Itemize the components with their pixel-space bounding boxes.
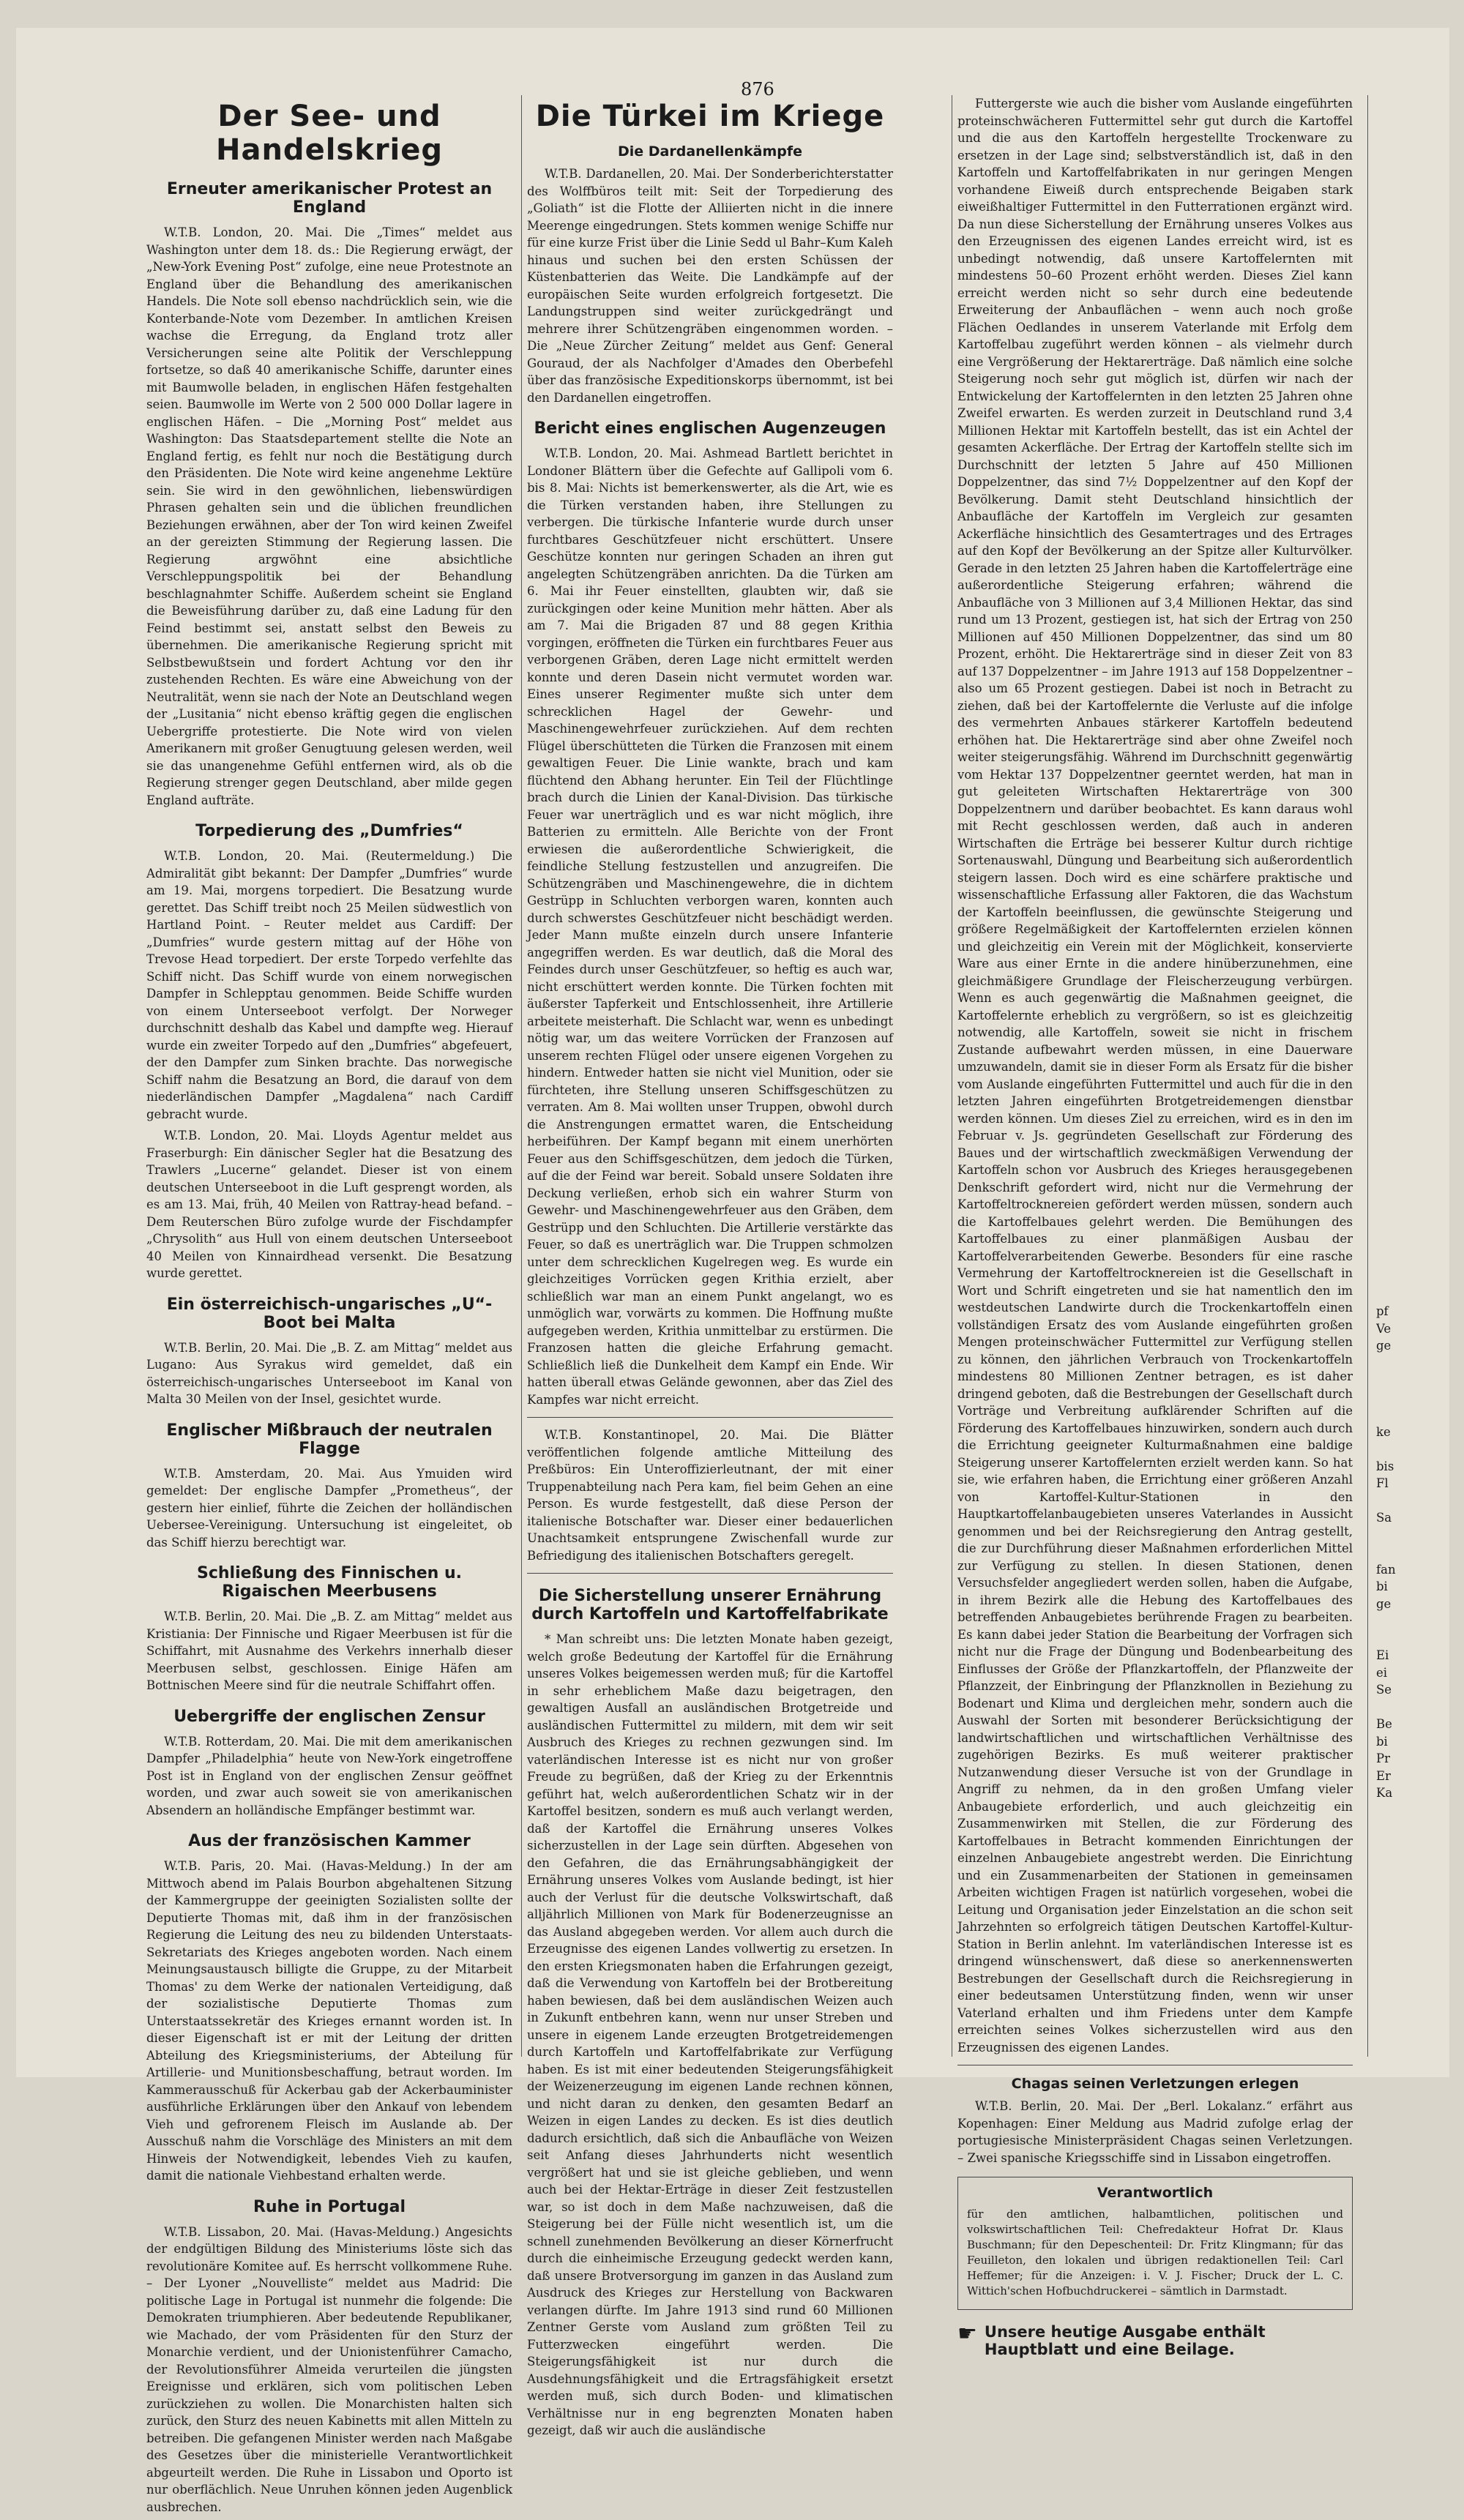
fragment-line: Sa bbox=[1376, 1511, 1392, 1525]
article-paragraph: W.T.B. Paris, 20. Mai. (Havas-Meldung.) In der am Mittwoch abend im Palais Bourbon abgehaltenen Sitzung der Kammergruppe der geeinigten Sozialisten sollte der Deputierte Thomas mit, daß ihm in der französischen Regierung die Leitung des neu zu bildenden Unterstaats-Sekretariats des Krieges angeboten worden. Nach einem Meinungsaustausch billigte die Gruppe, zu der Mitarbeit Thomas' zu dem Werke der nationalen Verteidigung, daß der sozialistische Deputierte Thomas zum Unterstaatssekretär des Krieges ernannt worden ist. In dieser Eigenschaft ist er mit der Leitung der dritten Abteilung des Kriegsministeriums, der Abteilung für Artillerie- und Munitionsbeschaffung, betraut worden. Im Kammerausschuß für Ackerbau gab der Ackerbauminister ausführliche Erklärungen über den Ankauf von lebendem Vieh und gefrorenem Fleisch im Auslande ab. Der Ausschuß nahm die Vorschläge des Ministers an mit dem Hinweis der Notwendigkeit, lebendes Vieh zu kaufen, damit die nationale Viehbestand erhalten werde. bbox=[146, 1859, 512, 2183]
fragment-line bbox=[1376, 1612, 1449, 1630]
column-rule-3 bbox=[1367, 95, 1368, 2057]
divider bbox=[527, 1573, 893, 1574]
article-paragraph: W.T.B. Berlin, 20. Mai. Die „B. Z. am Mittag“ meldet aus Kristiania: Der Finnische und Rigaer Meerbusen ist für die Schiffahrt, mit Ausnahme des Verkehrs innerhalb dieser Meerbusen selbst, geschlossen. Einige Häfen am Bottnischen Meere sind für die neutrale Schiffahrt offen. bbox=[146, 1609, 512, 1692]
fragment-line bbox=[1376, 1527, 1449, 1544]
article-paragraph: W.T.B. London, 20. Mai. Lloyds Agentur meldet aus Fraserburgh: Ein dänischer Segler hat die Besatzung des Trawlers „Lucerne“ gelandet. Dieser ist von einem deutschen Unterseeboot in die Luft gesprengt worden, als es am 13. Mai, früh, 40 Meilen von Rattray-head befand. – Dem Reuterschen Büro zufolge wurde der Fischdampfer „Chrysolith“ aus Hull von einem deutschen Unterseeboot 40 Meilen von Kinnairdhead versenkt. Die Besatzung wurde gerettet. bbox=[146, 1129, 512, 1280]
column-2 bbox=[527, 95, 893, 2444]
fragment-line bbox=[1376, 1492, 1449, 1510]
article-heading: Erneuter amerikanischer Protest an England bbox=[166, 180, 493, 217]
fragment-line: Be bbox=[1376, 1717, 1392, 1731]
column-1 bbox=[146, 95, 512, 2520]
edition-notice-text: Unsere heutige Ausgabe enthält Hauptblatt und eine Beilage. bbox=[984, 2323, 1266, 2358]
article-heading: Chagas seinen Verletzungen erlegen bbox=[1011, 2076, 1299, 2092]
fragment-line: bi bbox=[1376, 1579, 1388, 1593]
fragment-line bbox=[1376, 1355, 1449, 1372]
article-heading: Ruhe in Portugal bbox=[253, 2197, 406, 2216]
article-paragraph: Futtergerste wie auch die bisher vom Auslande eingeführten proteinschwächeren Futtermittel sehr gut durch die Kartoffel und die aus den Kartoffeln hergestellte Trockenware zu ersetzen in der Lage sind; selbstverständlich ist, daß in den Kartoffeln und Kartoffelfabrikaten in nur geringen Mengen vorhandene Eiweiß durch entsprechende Beigaben stark eiweißhaltiger Futtermittel in den Futterrationen ergänzt wird. Da nun diese Sicherstellung der Ernährung unseres Volkes aus den Erzeugnissen des eigenen Landes erreicht wird, ist es unbedingt notwendig, daß unsere Kartoffelernten mit mindestens 50–60 Prozent erhöht werden. Dieses Ziel kann erreicht werden nicht so sehr durch eine bedeutende Erweiterung der Anbauflächen – wenn auch noch große Flächen Oedlandes in unserem Vaterlande mit Erfolg dem Kartoffelbau zugeführt werden können – als vielmehr durch eine Vergrößerung der Hektarerträge. Daß nämlich eine solche Steigerung noch sehr gut möglich ist, dürfen wir nach der Entwickelung der Kartoffelernten in den letzten 25 Jahren ohne Zweifel erwarten. Es werden zurzeit in Deutschland rund 3,4 Millionen Hektar mit Kartoffeln bestellt, das ist ein Achtel der gesamten Ackerfläche. Der Ertrag der Kartoffeln stellte sich im Durchschnitt der letzten 5 Jahre auf 450 Millionen Doppelzentner, das sind 7½ Doppelzentner auf den Kopf der Bevölkerung. Damit steht Deutschland hinsichtlich der Anbaufläche der Kartoffeln im Vergleich zur gesamten Ackerfläche hinsichtlich des Gesamtertrages und des Ertrages auf den Kopf der Bevölkerung an der Spitze aller Kulturvölker. Gerade in den letzten 25 Jahren haben die Kartoffelerträge eine außerordentliche Steigerung erfahren; während die Anbaufläche von 3 Millionen auf 3,4 Millionen Hektar, das sind rund um 13 Prozent, gestiegen ist, hat sich der Ertrag von 250 Millionen auf 450 Millionen Doppelzentner, das sind um 80 Prozent, erhöht. Die Hektarerträge sind in dieser Zeit von 83 auf 137 Doppelzentner – im Jahre 1913 auf 158 Doppelzentner – also um 65 Prozent gestiegen. Dabei ist noch in Betracht zu ziehen, daß bei der Kartoffelernte die Verluste auf die infolge des vermehrten Anbaues stärkerer Kartoffeln bedeutend erhöhen hat. Die Hektarerträge sind aber ohne Zweifel noch weiter steigerungsfähig. Während im Durchschnitt gegenwärtig vom Hektar 137 Doppelzentner geerntet werden, hat man in gut geleiteten Wirtschaften Hektarerträge von 300 Doppelzentnern und darüber beobachtet. Es kann daraus wohl mit Recht geschlossen werden, daß auch in anderen Wirtschaften die Erträge bei besserer Kultur durch richtige Sortenauswahl, Düngung und Bearbeitung sich außerordentlich steigern lassen. Doch wird es eine schärfere praktische und wissenschaftliche Erfassung aller Faktoren, die das Wachstum der Kartoffeln beeinflussen, die gewünschte Steigerung und größere Regelmäßigkeit der Kartoffelernten erzielen können und gleichzeitig ein Verein mit der Möglichkeit, konservierte Ware aus einer Ernte in die andere hinüberzunehmen, eine gleichmäßigere Grundlage der Fleischerzeugung verbürgen. Wenn es auch gegenwärtig die Maßnahmen geeignet, die Kartoffelernte erheblich zu vergrößern, so ist es gleichzeitig notwendig, alle Kartoffeln, soweit sie nicht in frischem Zustande aufbewahrt werden müssen, in eine Dauerware umzuwandeln, damit sie in dieser Form als Ersatz für die bisher vom Auslande eingeführten Futtermittel und auch für die in den letzten Jahren eingeführten Brotgetreidemengen dienstbar werden können. Um dieses Ziel zu erreichen, wird es in den im Februar v. Js. gegründeten Gesellschaft zur Förderung des Baues und der wirtschaftlich zweckmäßigen Verwendung der Kartoffeln schon vor Ausbruch des Krieges herausgegebenen Denkschrift gefordert wird, nicht nur die Vermehrung der Kartoffeltrocknereien gefördert werden müssen, sondern auch die Kartoffelbaues gelehrt werden. Die Bemühungen des Kartoffelbaues zu einer planmäßigen Ausbau der Kartoffelverarbeitenden Gewerbe. Besonders für eine rasche Vermehrung der Kartoffeltrocknereien ist die Gesellschaft in Wort und Schrift eingetreten und sie hat namentlich den im westdeutschen Landwirte durch die Trockenkartoffeln einen vollständigen Ersatz des vom Auslande eingeführten großen Mengen proteinschwächer Futtermittel zur Verfügung stellen zu können, den jährlichen Verbrauch von Trockenkartoffeln mindestens 80 Millionen Zentner betragen, es ist daher dringend geboten, daß die Bestrebungen der Gesellschaft durch Vorträge und Verbreitung aufklärender Schriften auf die Förderung des Kartoffelbaues hinzuwirken, sondern auch durch die Errichtung geeigneter Kulturmaßnahmen eine baldige Steigerung unserer Kartoffelernten erzielt werden kann. So hat sie, wie erfahren haben, die Errichtung einer größeren Anzahl von Kartoffel-Kultur-Stationen in den Hauptkartoffelanbaugebieten unseres Vaterlandes in Aussicht genommen und bei der Reichsregierung den Antrag gestellt, die zur Durchführung dieser Maßnahmen erforderlichen Mittel zur Verfügung zu stellen. In diesen Stationen, denen Versuchsfelder angegliedert werden sollen, haben die Aufgabe, in ihrem Bezirk alle die Hebung des Kartoffelbaues des betreffenden Anbaugebietes berührende Fragen zu bearbeiten. Es kann dabei jeder Station die Bearbeitung der Vorfragen sich nicht nur die Frage der Düngung und Bodenbearbeitung des Einflusses der Größe der Pflanzkartoffeln, der Pflanzweite der Pflanzzeit, der Einbringung der Pflanzknollen in Beziehung zu Bodenart und Klima und dergleichen mehr, sondern auch die Auswahl der Sorten mit besonderer Berücksichtigung der landwirtschaftlichen und wirtschaftlichen Verhältnisse des zugehörigen Bezirks. Es muß weiterer praktischer Nutzanwendung dieser Versuche ist von der Grundlage in Angriff zu nehmen, da in den großen Umfang vieler Anbaugebiete erforderlich, und auch gleichzeitig ein Zusammenwirken mit Stellen, die zur Förderung des Kartoffelbaues in Betracht kommenden Einrichtungen der einzelnen Anbaugebiete angestrebt werden. Die Einrichtung und ein Zusammenarbeiten der Stationen in gemeinsamen Arbeiten wichtigen Fragen ist natürlich vorgesehen, wobei die Leitung und Organisation jeder Einzelstation an die schon seit Jahrzehnten so erfolgreich tätigen Deutschen Kartoffel-Kultur-Station in Berlin anlehnt. Im vaterländischen Interesse ist es dringend wünschenswert, daß diese so anerkennenswerten Bestrebungen der Gesellschaft durch die Reichsregierung in einer bedeutsamen Unterstützung finden, wenn wir unser Vaterland erhalten und ihm Friedens unter dem Kampfe erreichten seines Volkes sicherzustellen wird aus den Erzeugnissen des eigenen Landes. bbox=[957, 97, 1353, 2054]
fragment-line: ke bbox=[1376, 1424, 1391, 1439]
article-paragraph: W.T.B. Berlin, 20. Mai. Der „Berl. Lokalanz.“ erfährt aus Kopenhagen: Einer Meldung aus Madrid zufolge erlag der portugiesische Ministerpräsident Chagas seinen Verletzungen. – Zwei spanische Kriegsschiffe sind in Lissabon eingetroffen. bbox=[957, 2099, 1353, 2165]
col2-title: Die Türkei im Kriege bbox=[535, 100, 885, 133]
article-heading: Torpedierung des „Dumfries“ bbox=[195, 822, 463, 840]
fragment-line: Se bbox=[1376, 1683, 1392, 1697]
article-heading: Die Dardanellenkämpfe bbox=[617, 143, 803, 160]
fragment-line: bis bbox=[1376, 1459, 1394, 1473]
article-heading: Ein österreichisch-ungarisches „U“-Boot bei Malta bbox=[166, 1295, 493, 1332]
fragment-line: pf bbox=[1376, 1304, 1389, 1318]
article-heading: Englischer Mißbrauch der neutralen Flagge bbox=[166, 1421, 493, 1458]
fragment-line: fan bbox=[1376, 1562, 1396, 1577]
article-paragraph: W.T.B. London, 20. Mai. Die „Times“ meldet aus Washington unter dem 18. ds.: Die Regierung erwägt, der „New-York Evening Post“ zufolge, eine neue Protestnote an England über die Behandlung des amerikanischen Handels. Die Note soll ebenso nachdrücklich sein, wie die Konterbande-Note vom Dezember. In amtlichen Kreisen wachse die Erregung, da England trotz aller Versicherungen seine alte Politik der Verschleppung fortsetze, so daß 40 amerikanische Schiffe, darunter eines mit Baumwolle beladen, in englischen Häfen festgehalten seien. Baumwolle im Werte von 2 500 000 Dollar lagere in englischen Häfen. – Die „Morning Post“ meldet aus Washington: Das Staatsdepartement stellte die Note an England fertig, es fehlt nur noch die Bestätigung durch den Präsidenten. Die Note wird keine angenehme Lektüre sein. Sie wird in den gewöhnlichen, liebenswürdigen Phrasen gehalten sein und die üblichen freundlichen Beziehungen erwähnen, aber der Ton wird keinen Zweifel an der gereizten Stimmung der Regierung lassen. Die Regierung argwöhnt eine absichtliche Verschleppungspolitik bei der Behandlung beschlagnahmter Schiffe. Außerdem scheint sie England die Beweisführung darüber zu, daß eine Ladung für den Feind bestimmt sei, anstatt selbst den Beweis zu übernehmen. Die amerikanische Regierung spricht mit Selbstbewußtsein und fordert Achtung vor den ihr zustehenden Rechten. Es wäre eine Abweichung von der Neutralität, wenn sie nach der Note an Deutschland wegen der „Lusitania“ nicht ebenso kräftig gegen die englischen Uebergriffe protestierte. Die Note wird von vielen Amerikanern mit großer Genugtuung gelesen werden, weil sie das unangenehme Gefühl entfernen wird, als ob die Regierung strenger gegen Deutschland, aber milde gegen England aufträte. bbox=[146, 225, 512, 807]
fragment-line: bi bbox=[1376, 1734, 1388, 1749]
column-rule-1 bbox=[521, 95, 522, 2057]
fragment-line: Ka bbox=[1376, 1786, 1393, 1800]
fragment-line bbox=[1376, 1372, 1449, 1389]
fragment-line: Ve bbox=[1376, 1321, 1392, 1336]
article-paragraph: W.T.B. London, 20. Mai. Ashmead Bartlett berichtet in Londoner Blättern über die Gefechte auf Gallipoli vom 6. bis 8. Mai: Nichts ist bemerkenswerter, als die Art, wie es die Türken verstanden haben, ihre Stellungen zu verbergen. Die türkische Infanterie wurde durch unser furchtbares Geschützfeuer nicht erschüttert. Unsere Geschütze konnten nur geringen Schaden an ihren gut angelegten Schützengräben anrichten. Da die Türken am 6. Mai ihr Feuer einstellten, glaubten wir, daß sie zurückgingen oder keine Munition mehr hätten. Aber als am 7. Mai die Brigaden 87 und 88 gegen Krithia vorgingen, eröffneten die Türken ein furchtbares Feuer aus verborgenen Gräben, deren Lage nicht ermittelt werden konnte und deren Dasein nicht vermutet worden war. Eines unserer Regimenter mußte sich unter dem schrecklichen Hagel der Gewehr- und Maschinengewehrfeuer zurückziehen. Auf dem rechten Flügel überschütteten die Türken die Franzosen mit einem gewaltigen Feuer. Die Linie wankte, brach und kam flüchtend den Abhang herunter. Ein Teil der Flüchtlinge brach durch die Linien der Kanal-Division. Das türkische Feuer war unerträglich und es war nicht möglich, ihre Batterien zu ermitteln. Alle Berichte von der Front erwiesen die außerordentliche Schwierigkeit, die feindliche Stellung festzustellen und anzugreifen. Die Schützengräben und Maschinengewehre, die in dichtem Gestrüpp in Schluchten verborgen waren, konnten auch durch schwerstes Geschützfeuer nicht beschädigt werden. Jeder Mann mußte einzeln durch unsere Infanterie angegriffen werden. Es war deutlich, daß die Moral des Feindes durch unser Geschützfeuer, so heftig es auch war, nicht erschüttert werden konnte. Die Türken fochten mit äußerster Tapferkeit und Entschlossenheit, ihre Artillerie arbeitete meisterhaft. Die Schlacht war, wenn es unbedingt nötig war, um das weitere Vorrücken der Franzosen auf unserem rechten Flügel oder unsere eigenen Vorgehen zu hindern. Entweder hatten sie nicht viel Munition, oder sie fürchteten, ihre Stellung unseren Schiffsgeschützen zu verraten. Am 8. Mai wollten unser Truppen, obwohl durch die Anstrengungen ermattet waren, die Entscheidung herbeiführen. Der Kampf begann mit einem unerhörten Feuer aus den Schiffsgeschützen, dem jedoch die Türken, auf die der Feind war bereit. Sobald unsere Soldaten ihre Deckung verließen, erhob sich ein wahrer Sturm von Gewehr- und Maschinengewehrfeuer aus den Gräben, dem Gestrüpp und den Schluchten. Die Artillerie verstärkte das Feuer, so daß es unerträglich war. Die Truppen schmolzen unter dem schrecklichen Kugelregen weg. Es wurde ein gleichzeitiges Vorrücken gegen Krithia erzielt, aber schließlich war man an einem Punkt angelangt, wo es unmöglich war, vorwärts zu kommen. Die Hoffnung mußte aufgegeben werden, Krithia unmittelbar zu erstürmen. Die Franzosen hatten die gleiche Erfahrung gemacht. Schließlich ließ die Dunkelheit dem Kampf ein Ende. Wir hatten überall etwas Gelände gewonnen, aber das Ziel des Kampfes war nicht erreicht. bbox=[527, 446, 893, 1407]
fragment-line: ge bbox=[1376, 1339, 1392, 1353]
article-paragraph: W.T.B. Rotterdam, 20. Mai. Die mit dem amerikanischen Dampfer „Philadelphia“ heute von New-York eingetroffene Post ist in England von der englischen Zensur geöffnet worden, und zwar auch soweit sie von amerikanischen Absendern an holländische Empfänger bestimmt war. bbox=[146, 1734, 512, 1817]
article-paragraph: W.T.B. Lissabon, 20. Mai. (Havas-Meldung.) Angesichts der endgültigen Bildung des Ministeriums löste sich das revolutionäre Komitee auf. Es herrscht vollkommene Ruhe. – Der Lyoner „Nouvelliste“ meldet aus Madrid: Die politische Lage in Portugal ist nunmehr die folgende: Die Demokraten triumphieren. Aber bedeutende Republikaner, wie Machado, der vom Präsidenten für den Sturz der Monarchie verdient, und der Unionistenführer Camacho, der Revolutionsführer Almeida verurteilen die jüngsten Ereignisse und erklären, sich vom politischen Leben zurückziehen zu wollen. Die Monarchisten halten sich zurück, den Sturz des neuen Kabinetts mit allen Mitteln zu betreiben. Die gefangenen Minister werden nach Maßgabe des Gesetzes über die ministerielle Verantwortlichkeit abgeurteilt werden. Die Ruhe in Lissabon und Oporto ist nur oberflächlich. Neue Unruhen können jeden Augenblick ausbrechen. bbox=[146, 2224, 512, 2514]
imprint-text: für den amtlichen, halbamtlichen, politischen und volkswirtschaftlichen Teil: Chefredakteur Hofrat Dr. Klaus Buschmann; für den Depeschenteil: Dr. Fritz Klingmann; für das Feuilleton, den lokalen und übrigen redaktionellen Teil: Carl Heffemer; für die Anzeigen: i. V. J. Fischer; Druck der L. C. Wittich'schen Hofbuchdruckerei – sämtlich in Darmstadt. bbox=[967, 2207, 1343, 2297]
divider bbox=[527, 1417, 893, 1418]
adjacent-page-fragment bbox=[1376, 95, 1449, 1802]
fragment-line: Er bbox=[1376, 1768, 1391, 1783]
article-paragraph: W.T.B. Konstantinopel, 20. Mai. Die Blätter veröffentlichen folgende amtliche Mitteilung des Preßbüros: Ein Unteroffizierleutnant, der mit einer Truppenabteilung nach Pera kam, fiel beim Gehen an eine Person. Es wurde festgestellt, daß diese Person der italienische Botschafter war. Dieser einer bedauerlichen Unachtsamkeit entsprungene Zwischenfall wurde zur Befriedigung des italienischen Botschafters geregelt. bbox=[527, 1428, 893, 1563]
edition-notice bbox=[957, 2323, 1353, 2358]
fragment-line: Ei bbox=[1376, 1648, 1389, 1662]
fragment-line: ei bbox=[1376, 1665, 1388, 1680]
fragment-line bbox=[1376, 1630, 1449, 1648]
fragment-line: Pr bbox=[1376, 1751, 1390, 1765]
article-heading: Uebergriffe der englischen Zensur bbox=[173, 1707, 485, 1726]
article-heading: Bericht eines englischen Augenzeugen bbox=[534, 419, 886, 438]
fragment-line: Fl bbox=[1376, 1476, 1389, 1490]
fragment-line bbox=[1376, 1389, 1449, 1407]
page-number: 876 bbox=[741, 79, 774, 100]
imprint-box bbox=[957, 2177, 1353, 2310]
col1-title: Der See- und Handelskrieg bbox=[215, 100, 444, 167]
pointing-hand-icon: ☛ bbox=[957, 2321, 977, 2347]
fragment-line: ge bbox=[1376, 1596, 1392, 1611]
article-paragraph: * Man schreibt uns: Die letzten Monate haben gezeigt, welch große Bedeutung der Kartoffel für die Ernährung unseres Volkes beigemessen werden muß; für die Kartoffel in sehr erheblichem Maße dazu beigetragen, den gewaltigen Ausfall an ausländischen Brotgetreide und ausländischen Futtermittel zu mildern, mit dem wir seit Ausbruch des Krieges zu rechnen gezwungen sind. Im vaterländischen Interesse ist es nicht nur von großer Freude zu begrüßen, daß der Krieg zu der Erkenntnis geführt hat, welch außerordentlichen Schatz wir in der Kartoffel besitzen, sondern es muß auch verlangt werden, daß der Kartoffel die Ernährung unseres Volkes sicherzustellen in der Lage sein dürften. Abgesehen von den Gefahren, die das Ernährungsabhängigkeit der Ernährung unseres Volkes vom Auslande bedingt, ist hier auch der Verlust für die deutsche Volkswirtschaft, daß alljährlich Millionen von Mark für Bodenerzeugnisse an das Ausland abgegeben werden. Vor allem auch durch die Erzeugnisse des eigenen Landes vollwertig zu ersetzen. In den ersten Kriegsmonaten haben die Erfahrungen gezeigt, daß die Verwendung von Kartoffeln bei der Brotbereitung haben bewiesen, daß bei dem ausländischen Weizen auch in Zukunft entbehren kann, wenn nur unser Streben und unsere in eigenem Lande erzeugten Brotgetreidemengen durch Kartoffeln und Kartoffelfabrikate zur Verfügung haben. Es ist mit einer bedeutenden Steigerungsfähigkeit der Weizenerzeugung im eigenen Lande rechnen können, und nicht daran zu denken, den gesamten Bedarf an Weizen in eigen Landes zu decken. Es ist dies deutlich dadurch ersichtlich, daß sich die Anbaufläche von Weizen seit Anfang dieses Jahrhunderts nicht wesentlich vergrößert hat und sie ist gleiche geblieben, und wenn auch bei der Hektar-Erträge in dieser Zeit festzustellen war, so ist doch in dem Maße nachzuweisen, daß die Steigerung bei der Fülle nicht wesentlich ist, um die schnell zunehmenden Bevölkerung an dieser Körnerfrucht durch die einheimische Erzeugung gedeckt werden kann, daß unsere Brotversorgung im ganzen in das Ausland zum Ausdruck des Krieges zur Herstellung von Backwaren verlangen dürfte. Im Jahre 1913 sind rund 60 Millionen Zentner Gerste vom Ausland zum größten Teil zu Futterzwecken eingeführt werden. Die Steigerungsfähigkeit ist nur durch die Ausdehnungsfähigkeit und die Ertragsfähigkeit ersetzt werden muß, sich durch Boden- und klimatischen Verhältnisse nur in eng begrenzten Monaten haben gezeigt, daß wir auch die ausländische bbox=[527, 1632, 893, 2437]
article-paragraph: W.T.B. London, 20. Mai. (Reutermeldung.) Die Admiralität gibt bekannt: Der Dampfer „Dumfries“ wurde am 19. Mai, morgens torpediert. Die Besatzung wurde gerettet. Das Schiff treibt noch 25 Meilen südwestlich von Hartland Point. – Reuter meldet aus Cardiff: Der „Dumfries“ wurde gestern mittag auf der Höhe von Trevose Head torpediert. Der erste Torpedo verfehlte das Schiff nicht. Das Schiff wurde von einem norwegischen Dampfer in Schlepptau genommen. Beide Schiffe wurden von einem Unterseeboot verfolgt. Der Norweger durchschnitt deshalb das Kabel und dampfte weg. Hierauf wurde ein zweiter Torpedo auf den „Dumfries“ abgefeuert, der den Dampfer zum Sinken brachte. Das norwegische Schiff nahm die Besatzung an Bord, die darauf von dem niederländischen Dampfer „Magdalena“ nach Cardiff gebracht wurde. bbox=[146, 849, 512, 1121]
fragment-line bbox=[1376, 1699, 1449, 1716]
imprint-heading: Verantwortlich bbox=[1097, 2185, 1214, 2201]
article-heading: Schließung des Finnischen u. Rigaischen Meerbusens bbox=[196, 1564, 463, 1601]
article-paragraph: W.T.B. Dardanellen, 20. Mai. Der Sonderberichterstatter des Wolffbüros teilt mit: Seit der Torpedierung des „Goliath“ ist die Flotte der Alliierten nicht in die innere Meerenge eingedrungen. Stets kommen wenige Schiffe nur für eine kurze Frist über die Linie Sedd ul Bahr–Kum Kaleh hinaus und suchen bei den ersten Schüssen der Küstenbatterien das Weite. Die Landkämpfe auf der europäischen Seite wurden erfolgreich fortgesetzt. Die Landungstruppen sind weiter zurückgedrängt und mehrere ihrer Schützengräben eingenommen worden. – Die „Neue Zürcher Zeitung“ meldet aus Genf: General Gouraud, der als Nachfolger d'Amades den Oberbefehl über das französische Expeditionskorps übernommt, ist bei den Dardanellen eingetroffen. bbox=[527, 167, 894, 405]
fragment-line bbox=[1376, 1544, 1449, 1561]
article-paragraph: W.T.B. Amsterdam, 20. Mai. Aus Ymuiden wird gemeldet: Der englische Dampfer „Prometheus“, der gestern hier einlief, führte die Zeichen der holländischen Ueberseе-Vereinigung. Untersuchung ist eingeleitet, ob das Schiff hierzu berechtigt war. bbox=[146, 1466, 512, 1549]
article-heading: Aus der französischen Kammer bbox=[188, 1832, 471, 1850]
column-3 bbox=[957, 95, 1353, 2358]
article-heading: Die Sicherstellung unserer Ernährung durch Kartoffeln und Kartoffelfabrikate bbox=[531, 1587, 889, 1623]
fragment-line bbox=[1376, 1406, 1449, 1424]
fragment-line bbox=[1376, 1440, 1449, 1458]
article-paragraph: W.T.B. Berlin, 20. Mai. Die „B. Z. am Mittag“ meldet aus Lugano: Aus Syrakus wird gemeldet, daß ein österreichisch-ungarisches Unterseeboot im Kanal von Malta 30 Meilen von der Insel, gesichtet wurde. bbox=[146, 1340, 512, 1406]
